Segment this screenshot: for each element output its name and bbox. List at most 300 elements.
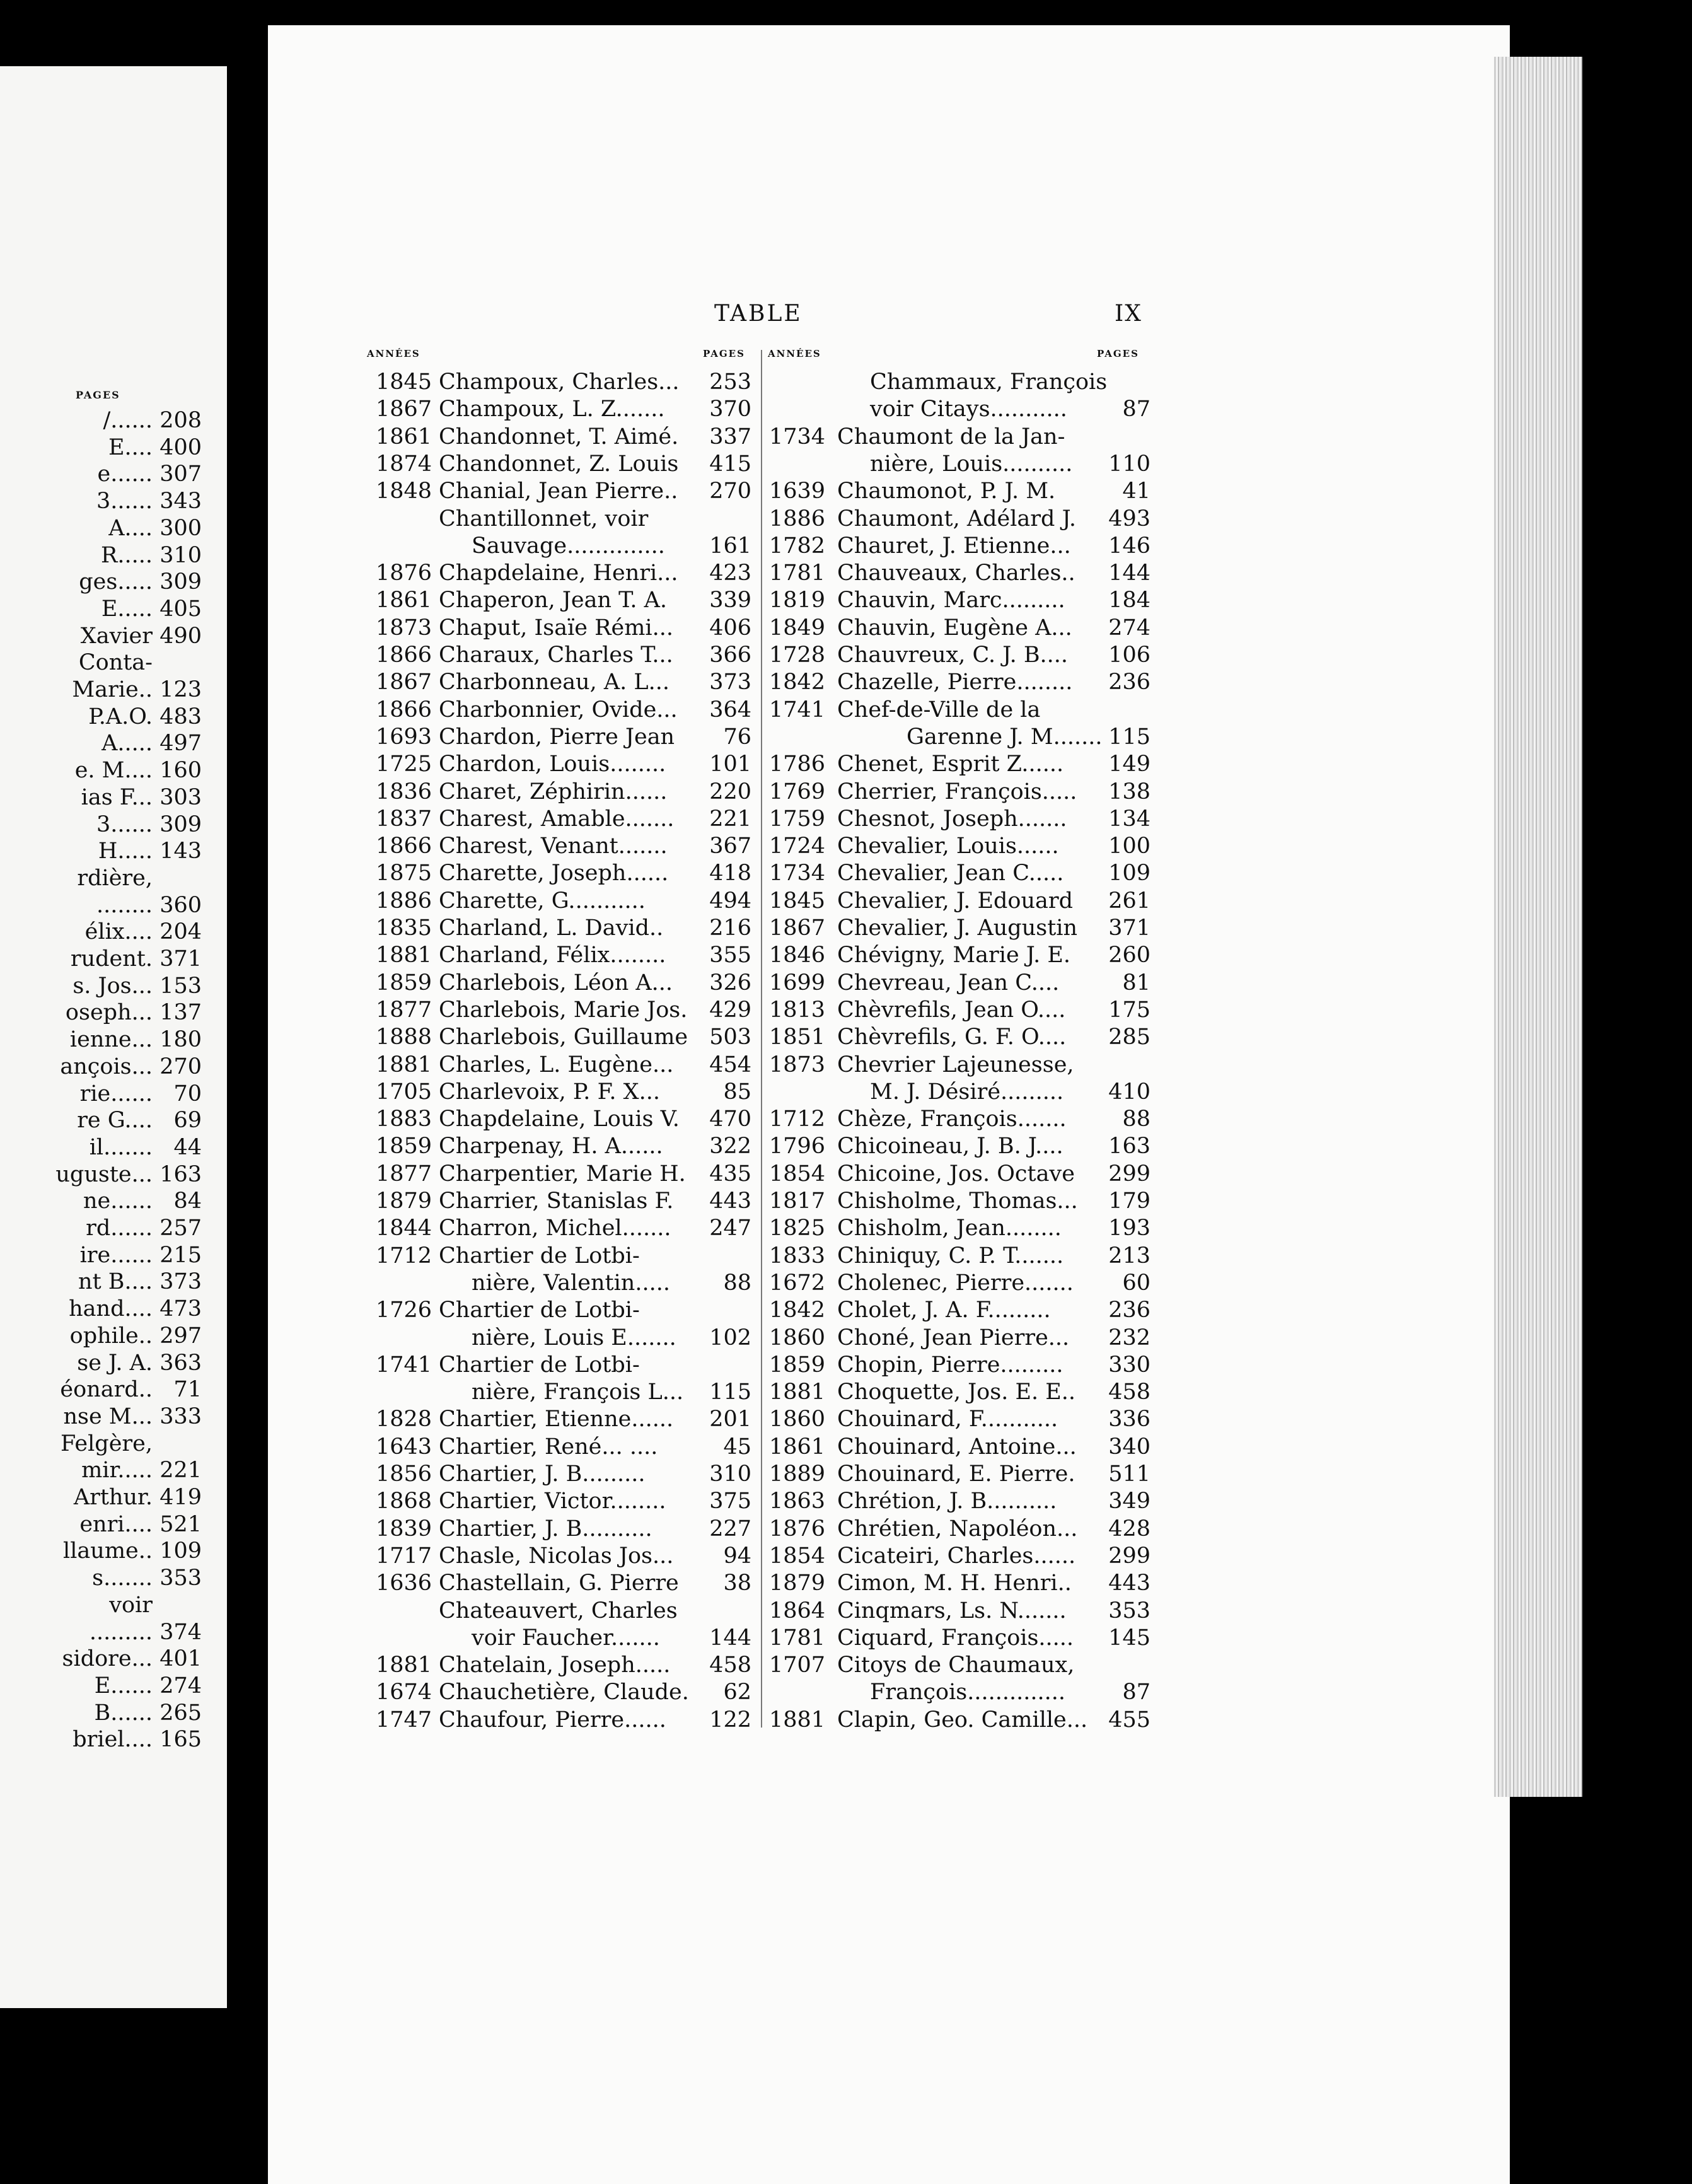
entry-year: 1712 [769,1107,826,1132]
entry-page: 149 [1108,752,1150,777]
entry-name: Chasle, Nicolas Jos... [439,1543,674,1569]
left-page-row [63,1403,202,1431]
entry-name: Charet, Zéphirin...... [439,779,668,804]
left-page-row [88,703,202,731]
left-page-row [72,676,202,704]
entry-name: Chisholme, Thomas... [837,1188,1078,1214]
entry-year: 1866 [376,697,432,723]
index-entry [769,915,1150,942]
left-page-row-page: 265 [159,1700,202,1726]
entry-name: M. J. Désiré......... [870,1079,1064,1105]
left-page-row-text: ias F... [81,785,153,810]
entry-year: 1881 [769,1380,826,1405]
entry-name: Chrétion, J. B.......... [837,1489,1057,1514]
entry-year: 1636 [376,1571,432,1596]
entry-page: 88 [723,1270,751,1296]
entry-year: 1851 [769,1025,826,1050]
entry-page: 310 [709,1461,751,1487]
entry-name: Chartier, René... .... [439,1434,658,1460]
left-page-row-text: re G.... [77,1108,153,1133]
entry-page: 101 [709,752,751,777]
entry-name: Chazelle, Pierre........ [837,670,1073,695]
entry-page: 62 [723,1680,751,1705]
index-entry [769,1434,1150,1461]
entry-name: Chanial, Jean Pierre.. [439,479,678,504]
left-page-row-page: 160 [159,758,202,783]
entry-page: 134 [1108,806,1150,832]
left-page-row [75,757,202,784]
index-entry [376,1652,751,1679]
entry-page: 299 [1108,1161,1150,1187]
entry-year: 1781 [769,561,826,586]
left-page-row [74,1484,202,1511]
right-col-pages-label: PAGES [1097,348,1139,359]
entry-year: 1888 [376,1025,432,1050]
entry-page: 232 [1108,1325,1150,1350]
index-entry [769,1024,1150,1051]
entry-name: Cholet, J. A. F......... [837,1298,1051,1323]
entry-name: Chevalier, Jean C..... [837,861,1064,886]
left-page-row-text: A..... [101,731,153,756]
index-entry [376,1297,751,1324]
entry-year: 1873 [376,615,432,641]
entry-page: 349 [1108,1489,1150,1514]
index-entry [376,1188,751,1215]
entry-year: 1796 [769,1134,826,1159]
left-page-row [83,1187,202,1215]
left-page-row-text: P.A.O. [88,704,153,729]
left-page-row-text: e. M.... [74,758,153,783]
entry-name: Charaux, Charles T... [439,642,673,668]
left-page-row-page: 400 [159,435,202,460]
entry-page: 115 [709,1380,751,1405]
entry-name: Chastellain, G. Pierre [439,1571,679,1596]
entry-year: 1769 [769,779,826,804]
left-page-row-text: élix.... [84,919,153,944]
left-page-row-page: 360 [159,893,202,918]
entry-page: 144 [709,1625,751,1651]
left-page-row-text: ire...... [79,1243,153,1268]
entry-name: Chauvreux, C. J. B.... [837,642,1069,668]
left-page-row-page: 84 [173,1188,202,1214]
index-entry [376,1106,751,1133]
entry-year: 1877 [376,1161,432,1187]
left-page-row-page: 208 [159,408,202,433]
entry-year: 1886 [769,506,826,531]
index-entry [376,669,751,696]
entry-page: 100 [1108,834,1150,859]
left-page-row-text: oseph... [65,1000,153,1025]
left-page-row-page: 71 [173,1377,202,1402]
left-page-row-text: ophile.. [69,1323,153,1349]
entry-page: 81 [1122,970,1150,996]
entry-page: 247 [709,1216,751,1241]
entry-name: Charpenay, H. A...... [439,1134,663,1159]
left-page-row-page: 490 [159,624,202,649]
left-page-row-text: il....... [89,1135,153,1160]
left-page-row [81,1456,202,1484]
left-page-row-page: 44 [173,1135,202,1160]
entry-page: 470 [709,1107,751,1132]
entry-page: 340 [1108,1434,1150,1460]
entry-page: 326 [709,970,751,996]
index-entry [376,1325,751,1352]
index-entry [376,1024,751,1051]
entry-page: 76 [723,724,751,750]
entry-year: 1726 [376,1298,432,1323]
left-page-row [101,542,202,569]
left-facing-page [0,66,227,2008]
left-page-row-text: Xavier [80,624,153,649]
entry-name: Chicoine, Jos. Octave [837,1161,1075,1187]
entry-page: 415 [709,451,751,477]
index-entry [769,1243,1150,1270]
left-page-row [96,487,202,515]
left-page-row-text: H..... [98,839,153,864]
left-page-row-text: A.... [108,516,153,541]
index-entry [769,1079,1150,1106]
left-page-row-page: 371 [159,946,202,972]
left-page-pages-label: PAGES [76,389,120,401]
entry-name: Chevreau, Jean C.... [837,970,1060,996]
entry-page: 503 [709,1025,751,1050]
entry-name: Chatelain, Joseph..... [439,1653,671,1678]
entry-page: 299 [1108,1543,1150,1569]
left-page-row [103,407,202,434]
index-entry [769,970,1150,997]
entry-name: Chouinard, Antoine... [837,1434,1077,1460]
entry-year: 1860 [769,1407,826,1432]
entry-page: 216 [709,915,751,941]
left-page-row-page: 483 [159,704,202,729]
entry-name: Chesnot, Joseph....... [837,806,1067,832]
entry-year: 1846 [769,943,826,968]
entry-name: Chévigny, Marie J. E. [837,943,1071,968]
entry-page: 213 [1108,1243,1150,1269]
entry-name: Charbonnier, Ovide... [439,697,678,723]
left-page-row-page: 363 [159,1350,202,1376]
left-col-pages-label: PAGES [703,348,745,359]
entry-name: Chef-de-Ville de la [837,697,1041,723]
entry-year: 1879 [376,1188,432,1214]
entry-name: voir Faucher....... [472,1625,660,1651]
entry-page: 144 [1108,561,1150,586]
index-entry [769,1352,1150,1379]
entry-year: 1881 [376,943,432,968]
entry-year: 1866 [376,642,432,668]
entry-name: Champoux, L. Z....... [439,397,665,422]
entry-year: 1877 [376,997,432,1023]
entry-name: Ciquard, François..... [837,1625,1074,1651]
left-col-years-label: ANNÉES [367,348,420,359]
left-page-row-text: E..... [101,596,153,622]
left-page-row-page: 109 [159,1538,202,1564]
entry-name: Charlebois, Léon A... [439,970,673,996]
entry-year: 1849 [769,615,826,641]
left-page-row [60,1053,202,1081]
entry-name: Charlebois, Guillaume [439,1025,688,1050]
left-page-row [60,1376,202,1403]
entry-name: Charland, L. David.. [439,915,664,941]
entry-name: François.............. [870,1680,1066,1705]
entry-page: 337 [709,424,751,450]
entry-page: 221 [709,806,751,832]
entry-name: Chaumont, Adélard J. [837,506,1077,531]
index-entry [769,1652,1150,1679]
entry-name: Chauvin, Marc......... [837,588,1065,613]
entry-name: Choquette, Jos. E. E.. [837,1380,1076,1405]
entry-page: 435 [709,1161,751,1187]
entry-year: 1705 [376,1079,432,1105]
entry-page: 429 [709,997,751,1023]
entry-name: Chaput, Isaïe Rémi... [439,615,673,641]
entry-name: Charette, G........... [439,888,646,914]
index-entry [769,1106,1150,1133]
entry-name: Chèze, François....... [837,1107,1067,1132]
left-page-row-text: /...... [103,408,153,433]
left-page-row [78,1268,202,1296]
column-divider [761,350,762,1728]
index-entry [376,942,751,969]
index-entry [769,997,1150,1024]
left-page-row [70,1322,202,1350]
entry-page: 353 [1108,1598,1150,1623]
index-entry [376,1352,751,1379]
entry-year: 1874 [376,451,432,477]
entry-name: Chouinard, F........... [837,1407,1058,1432]
left-page-row-text: R..... [101,543,153,568]
entry-year: 1875 [376,861,432,886]
index-entry [376,506,751,533]
entry-year: 1860 [769,1325,826,1350]
left-page-row-page: 143 [159,839,202,864]
left-page-row-page: 123 [159,677,202,702]
entry-year: 1859 [769,1352,826,1378]
entry-name: Chantillonnet, voir [439,506,649,531]
entry-year: 1674 [376,1680,432,1705]
entry-year: 1817 [769,1188,826,1214]
entry-page: 458 [709,1653,751,1678]
entry-name: Chardon, Louis........ [439,752,666,777]
entry-page: 274 [1108,615,1150,641]
index-entry [769,1133,1150,1160]
left-page-row [66,999,202,1026]
left-page-row-text: s....... [92,1565,153,1591]
left-page-row [77,1349,202,1377]
page-number: IX [1115,301,1142,327]
index-entry [376,1133,751,1160]
entry-page: 38 [723,1571,751,1596]
left-page-row [108,434,202,462]
entry-name: Champoux, Charles... [439,369,680,395]
entry-name: Chiniquy, C. P. T....... [837,1243,1064,1269]
left-page-row-page: 374 [159,1620,202,1645]
entry-year: 1728 [769,642,826,668]
entry-year: 1741 [376,1352,432,1378]
index-entry [769,1543,1150,1570]
entry-year: 1886 [376,888,432,914]
left-page-row [95,1699,202,1727]
entry-name: Cholenec, Pierre....... [837,1270,1074,1296]
left-page-row-page: 310 [159,543,202,568]
index-entry [769,1188,1150,1215]
index-entry [769,1161,1150,1188]
entry-name: Chaumonot, P. J. M. [837,479,1056,504]
entry-year: 1828 [376,1407,432,1432]
left-page-row-text: ........ [96,893,153,918]
entry-year: 1844 [376,1216,432,1241]
left-page-row-text: ges..... [79,569,153,595]
entry-page: 260 [1108,943,1150,968]
left-page-row [85,918,202,946]
left-page-row-text: ançois... [60,1054,153,1079]
left-page-row-page: 69 [173,1108,202,1133]
index-entry [376,1434,751,1461]
entry-year: 1854 [769,1161,826,1187]
entry-name: Charlebois, Marie Jos. [439,997,688,1023]
index-entry [376,1052,751,1079]
entry-page: 109 [1108,861,1150,886]
entry-page: 161 [709,533,751,559]
index-entry [769,888,1150,915]
entry-year: 1672 [769,1270,826,1296]
left-page-row [77,1107,202,1134]
entry-page: 423 [709,561,751,586]
index-entry [769,724,1150,751]
left-page-row [96,811,202,839]
entry-page: 493 [1108,506,1150,531]
index-entry [376,1461,751,1488]
entry-page: 428 [1108,1516,1150,1542]
book-page-edges [1494,57,1582,1797]
index-entry [769,833,1150,860]
index-entry [376,1598,751,1625]
left-page-row-page: 497 [159,731,202,756]
entry-page: 443 [1108,1571,1150,1596]
entry-year: 1876 [769,1516,826,1542]
entry-page: 115 [1108,724,1150,750]
entry-year: 1856 [376,1461,432,1487]
entry-year: 1833 [769,1243,826,1269]
entry-year: 1643 [376,1434,432,1460]
left-page-row-page: 300 [159,516,202,541]
entry-page: 494 [709,888,751,914]
entry-year: 1836 [376,779,432,804]
index-entry [376,1625,751,1652]
left-page-row-text: E.... [108,435,153,460]
entry-page: 179 [1108,1188,1150,1214]
entry-year: 1879 [769,1571,826,1596]
left-page-row-page: 270 [159,1054,202,1079]
entry-name: Chenet, Esprit Z...... [837,752,1064,777]
entry-year: 1873 [769,1052,826,1077]
index-entry [376,1707,751,1734]
left-page-row [90,1134,202,1161]
index-entry [376,888,751,915]
entry-year: 1864 [769,1598,826,1623]
index-entry [376,1543,751,1570]
entry-name: Cinqmars, Ls. N....... [837,1598,1067,1623]
index-entry [376,724,751,751]
entry-name: nière, Louis E....... [472,1325,676,1350]
entry-name: Chauret, J. Etienne... [837,533,1071,559]
index-entry [769,1297,1150,1324]
index-entry [769,1379,1150,1406]
left-page-row [80,1080,202,1108]
index-entry [376,833,751,860]
entry-page: 330 [1108,1352,1150,1378]
entry-name: Citoys de Chaumaux, [837,1653,1075,1678]
index-entry [376,642,751,669]
entry-name: Chapdelaine, Louis V. [439,1107,680,1132]
entry-year: 1837 [376,806,432,832]
entry-name: Chandonnet, T. Aimé. [439,424,679,450]
left-page-row-text: B...... [94,1700,153,1726]
index-entry [769,642,1150,669]
index-entry [376,1516,751,1543]
index-entry [769,1215,1150,1242]
left-page-row-page: 353 [159,1565,202,1591]
entry-name: nière, Louis.......... [870,451,1073,477]
entry-year: 1759 [769,806,826,832]
left-page-row [79,1511,202,1538]
entry-page: 406 [709,615,751,641]
entry-year: 1707 [769,1653,826,1678]
index-entry [769,860,1150,887]
entry-page: 175 [1108,997,1150,1023]
entry-name: Charest, Venant....... [439,834,668,859]
left-page-row [71,945,202,973]
left-page-row-text: rdière, [77,866,153,891]
entry-year: 1889 [769,1461,826,1487]
index-entry [376,1161,751,1188]
entry-name: Chrétien, Napoléon... [837,1516,1078,1542]
entry-name: nière, François L... [472,1380,684,1405]
left-page-row-text: se J. A. [77,1350,153,1376]
entry-year: 1868 [376,1489,432,1514]
entry-name: Chammaux, François [870,369,1108,395]
left-page-row-page: 309 [159,812,202,837]
entry-page: 366 [709,642,751,668]
entry-year: 1839 [376,1516,432,1542]
entry-year: 1741 [769,697,826,723]
entry-page: 110 [1108,451,1150,477]
entry-year: 1639 [769,479,826,504]
left-page-row-text: ......... [89,1620,153,1645]
index-entry [376,1679,751,1706]
index-entry [376,751,751,778]
entry-name: Chevalier, J. Augustin [837,915,1078,941]
left-page-row [63,1537,202,1565]
left-page-row-page: 221 [159,1458,202,1483]
entry-page: 371 [1108,915,1150,941]
index-entry [376,1570,751,1597]
left-page-row [90,1618,202,1646]
entry-year: 1859 [376,1134,432,1159]
left-page-row-page: 204 [159,919,202,944]
left-page-row-page: 297 [159,1323,202,1349]
entry-page: 455 [1108,1707,1150,1733]
entry-name: Chapdelaine, Henri... [439,561,678,586]
entry-name: Charpentier, Marie H. [439,1161,686,1187]
entry-page: 87 [1122,397,1150,422]
entry-year: 1883 [376,1107,432,1132]
left-page-row-text: nt B.... [78,1269,153,1294]
entry-year: 1734 [769,424,826,450]
left-page-row-text: briel.... [72,1727,153,1752]
entry-name: Chartier, Victor........ [439,1489,666,1514]
entry-name: Cimon, M. H. Henri.. [837,1571,1072,1596]
